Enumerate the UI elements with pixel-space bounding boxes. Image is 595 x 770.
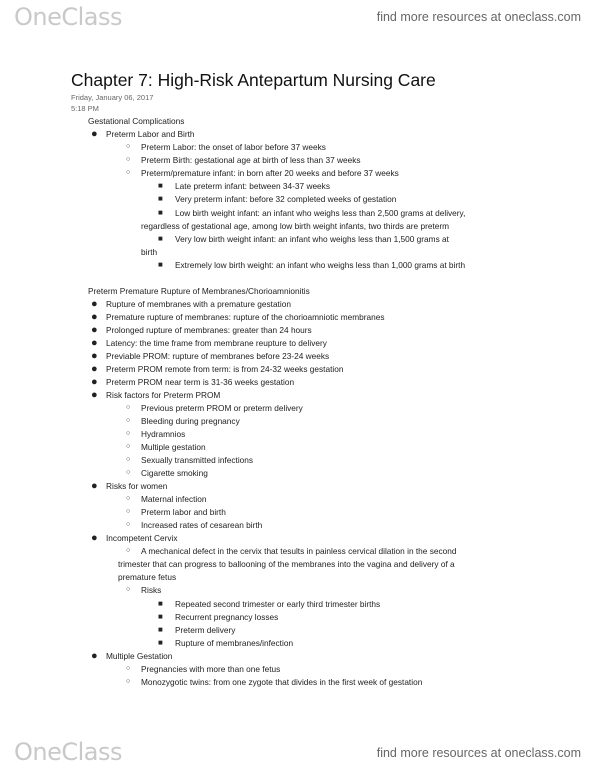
bullet-icon: ■ xyxy=(158,208,163,217)
note-line: Risks for women xyxy=(106,481,168,491)
bullet-icon: ● xyxy=(91,324,98,336)
note-line: Risks xyxy=(141,585,162,595)
bullet-icon: ■ xyxy=(158,181,163,190)
note-date: Friday, January 06, 2017 xyxy=(71,93,154,102)
note-line: Extremely low birth weight: an infant who weighs less than 1,000 grams at birth xyxy=(175,260,466,270)
bullet-icon: ○ xyxy=(126,404,131,411)
bullet-icon: ○ xyxy=(126,547,131,554)
bullet-icon: ■ xyxy=(158,612,163,621)
promo-link[interactable]: find more resources at oneclass.com xyxy=(376,10,581,24)
note-line: Multiple Gestation xyxy=(106,651,173,661)
note-line: Preterm delivery xyxy=(175,625,236,635)
bullet-icon: ■ xyxy=(158,599,163,608)
bullet-icon: ○ xyxy=(126,456,131,463)
note-line: Cigarette smoking xyxy=(141,468,208,478)
note-line: Monozygotic twins: from one zygote that divides in the first week of gestation xyxy=(141,677,423,687)
note-line: A mechanical defect in the cervix that tesults in painless cervical dilation in the second xyxy=(141,546,457,556)
bullet-icon: ○ xyxy=(126,143,131,150)
note-line: Preterm PROM remote from term: is from 24-32 weeks gestation xyxy=(106,364,344,374)
note-line: Low birth weight infant: an infant who weighs less than 2,500 grams at delivery, xyxy=(175,208,466,218)
bullet-icon: ○ xyxy=(126,508,131,515)
note-line: Preterm Labor and Birth xyxy=(106,129,195,139)
note-line: premature fetus xyxy=(118,572,177,582)
bullet-icon: ● xyxy=(91,350,98,362)
bullet-icon: ■ xyxy=(158,260,163,269)
note-line: birth xyxy=(141,247,158,257)
note-line: Preterm Labor: the onset of labor before 37 weeks xyxy=(141,142,326,152)
note-line: Gestational Complications xyxy=(88,116,185,126)
note-line: Preterm PROM near term is 31-36 weeks gestation xyxy=(106,377,295,387)
promo-link-footer[interactable]: find more resources at oneclass.com xyxy=(376,746,581,760)
note-line: Very low birth weight infant: an infant who weighs less than 1,500 grams at xyxy=(175,234,449,244)
bullet-icon: ○ xyxy=(126,417,131,424)
bullet-icon: ○ xyxy=(126,586,131,593)
note-line: Sexually transmitted infections xyxy=(141,455,254,465)
note-line: Risk factors for Preterm PROM xyxy=(106,390,221,400)
bullet-icon: ○ xyxy=(126,169,131,176)
bullet-icon: ● xyxy=(91,128,98,140)
note-line: Incompetent Cervix xyxy=(106,533,178,543)
note-line: Rupture of membranes with a premature gestation xyxy=(106,299,291,309)
bullet-icon: ● xyxy=(91,363,98,375)
note-line: Previous preterm PROM or preterm delivery xyxy=(141,403,303,413)
note-line: Rupture of membranes/infection xyxy=(175,638,294,648)
bullet-icon: ○ xyxy=(126,430,131,437)
note-line: Hydramnios xyxy=(141,429,186,439)
note-line: Bleeding during pregnancy xyxy=(141,416,240,426)
note-line: Very preterm infant: before 32 completed weeks of gestation xyxy=(175,194,397,204)
bullet-icon: ○ xyxy=(126,495,131,502)
note-line: regardless of gestational age, among low birth weight infants, two thirds are preterm xyxy=(141,221,450,231)
note-line: Recurrent pregnancy losses xyxy=(175,612,279,622)
note-line: Multiple gestation xyxy=(141,442,206,452)
note-line: Preterm Birth: gestational age at birth of less than 37 weeks xyxy=(141,155,361,165)
note-line: Prolonged rupture of membranes: greater than 24 hours xyxy=(106,325,312,335)
note-line: Previable PROM: rupture of membranes before 23-24 weeks xyxy=(106,351,330,361)
note-line: Latency: the time frame from membrane reupture to delivery xyxy=(106,338,327,348)
bullet-icon: ■ xyxy=(158,625,163,634)
bullet-icon: ● xyxy=(91,376,98,388)
bullet-icon: ○ xyxy=(126,156,131,163)
note-line: Late preterm infant: between 34-37 weeks xyxy=(175,181,330,191)
bullet-icon: ● xyxy=(91,389,98,401)
bullet-icon: ○ xyxy=(126,443,131,450)
note-time: 5:18 PM xyxy=(71,104,99,113)
note-line: Premature rupture of membranes: rupture of the chorioamniotic membranes xyxy=(106,312,385,322)
note-line: Preterm/premature infant: in born after 20 weeks and before 37 weeks xyxy=(141,168,399,178)
bullet-icon: ● xyxy=(91,650,98,662)
note-line: Preterm Premature Rupture of Membranes/Chorioamnionitis xyxy=(88,286,310,296)
oneclass-logo-footer[interactable]: OneClass xyxy=(14,738,123,766)
bullet-icon: ● xyxy=(91,337,98,349)
bullet-icon: ● xyxy=(91,480,98,492)
note-line: trimester that can progress to ballooning of the membranes into the vagina and delivery of a xyxy=(118,559,455,569)
bullet-icon: ● xyxy=(91,532,98,544)
bullet-icon: ■ xyxy=(158,194,163,203)
note-line: Increased rates of cesarean birth xyxy=(141,520,263,530)
bullet-icon: ■ xyxy=(158,234,163,243)
page-title: Chapter 7: High-Risk Antepartum Nursing Care xyxy=(71,70,436,90)
bullet-icon: ● xyxy=(91,311,98,323)
bullet-icon: ○ xyxy=(126,665,131,672)
note-line: Repeated second trimester or early third trimester births xyxy=(175,599,381,609)
note-line: Maternal infection xyxy=(141,494,207,504)
bullet-icon: ○ xyxy=(126,521,131,528)
note-line: Preterm labor and birth xyxy=(141,507,226,517)
bullet-icon: ○ xyxy=(126,469,131,476)
bullet-icon: ○ xyxy=(126,678,131,685)
note-line: Pregnancies with more than one fetus xyxy=(141,664,281,674)
bullet-icon: ● xyxy=(91,298,98,310)
bullet-icon: ■ xyxy=(158,638,163,647)
oneclass-logo[interactable]: OneClass xyxy=(14,3,123,31)
